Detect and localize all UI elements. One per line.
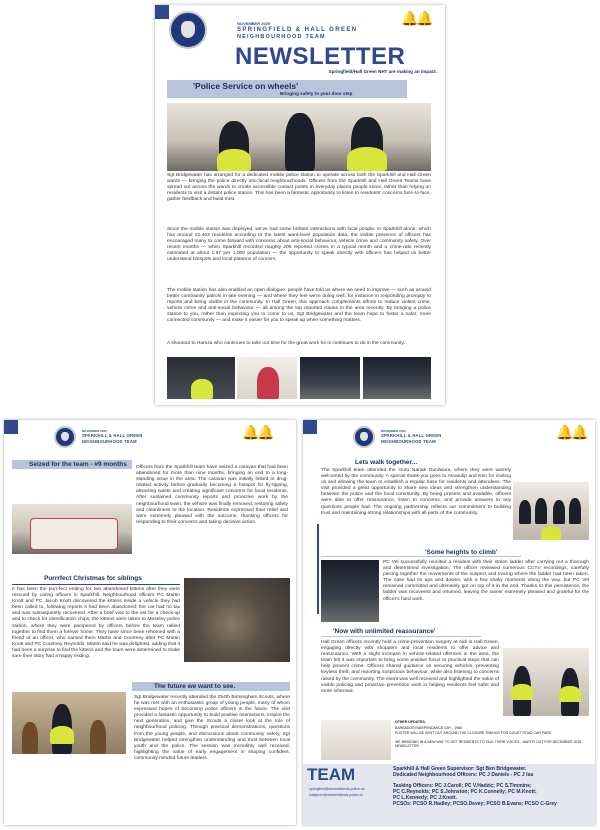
issue-month: NOVEMBER 2025	[237, 21, 271, 26]
newsletter-page-2	[4, 420, 296, 825]
aldi-surgery-photo	[503, 648, 589, 716]
gallery-photo-1	[167, 357, 235, 399]
team-email: hallgreen@westmidlands.police.uk	[309, 793, 363, 797]
christmas-bells-icon	[556, 424, 587, 441]
article-paragraph-4: A shoutout to Hamza who continues to take out time for the great work he is continues to do in the community.	[167, 341, 405, 346]
article-paragraph-1: Sgt Bridgewater has arranged for a dedicated mobile police station to operate across both the Sparkhill and Hall Green wards — bringing the police directly into local neighbourhoods. Officers from the Sparkhill and Hall Green Teams have spread out across the wards to create accessible contact points in everyday places people know, rather than relying on residents to visit a distant police station. This has been a fantastic opportunity to listen to residents' concerns face-to-face, gather feedback and build trust.	[167, 173, 431, 203]
section-divider	[321, 636, 481, 637]
mobile-station-photo	[167, 103, 431, 171]
corner-accent	[155, 5, 169, 19]
section-title-seized: Seized for the team - #9 months	[29, 461, 127, 468]
section-text-reassurance: Hall Green officers recently held a crime-prevention surgery at Aldi in Hall Green, engaging directly with shoppers and local residents to offer advice and reassurance. With a slight increase in vehicle-related offences in the area, the team felt it was important to bring some positive focus to practical steps that can help prevent crime. Officers shared guidance on securing vehicles, preventing keyless theft, and reporting suspicious behaviour, while also listening to concerns raised by the community. The event was well received and highlighted the value of visible policing and proactive prevention work in helping residents feel safer and more informed.	[321, 640, 499, 694]
other-update-item: WE BRINGING IN A NEW WAY TO GET RESIDENTS TO TALK THEIR VOICES - WATCH OUT FOR DECEMBER 2025 NEWSLETTER	[395, 740, 582, 749]
team-word: TEAM	[307, 765, 356, 784]
newsletter-page-3	[303, 420, 595, 825]
event-poster-thumbnail	[321, 720, 391, 760]
section-sidebar-accent	[317, 524, 319, 614]
team-name-line2: NEIGHBOURHOOD TEAM	[381, 439, 436, 444]
section-text-seized: Officers from the Sparkhill team have seized a caravan that had been abandoned for more than nine months, bringing an end to a long-standing issue in the area. The caravan was initially linked to drug-related activity before gradually becoming a hotspot for fly-tipping, attracting waste and creating significant concerns for local residents. After sustained community reports and proactive work by the neighbourhood team, the vehicle was finally removed, restoring safety and cleanliness to the location. Residents expressed their relief and were extremely pleased with the outcome, thanking officers for responding to their concerns and taking decisive action.	[136, 465, 288, 525]
team-footer	[303, 764, 595, 825]
gallery-photo-4	[363, 357, 431, 399]
police-crest-icon	[54, 426, 76, 448]
section-divider	[12, 584, 180, 585]
section-title-scouts: The future we want to see.	[154, 683, 236, 690]
ladder-photo	[321, 560, 379, 622]
issue-month: NOVEMBER 2025	[381, 429, 406, 433]
other-update-item: BARBADOS INDEPENDANCE DAY - 1966	[395, 726, 462, 730]
roster-line: PC C.Reynolds; PC S.Johnston; PC K.Connelly; PC M.Knott;	[393, 789, 537, 795]
police-crest-icon	[169, 11, 207, 49]
section-title-walk: Lets walk together...	[355, 459, 418, 466]
roster-line: Sparkhill & Hall Green Supervisor: Sgt Ben Bridgewater.	[393, 766, 527, 772]
team-name-line1: SPARKHILL & HALL GREEN	[381, 433, 442, 438]
newsletter-title: NEWSLETTER	[235, 43, 406, 70]
other-update-item: POSTER WILL BE SENT OUT AROUND THE CLOSURE TIMINGS FOR COURT ROAD CAR PARK	[395, 731, 552, 735]
section-text-scouts: Sgt Bridgewater recently attended the 254th Birmingham Scouts, where he was met with an enthusiastic group of young people, many of whom expressed hopes of becoming police officers in the future. The visit provided a fantastic opportunity to build positive interactions, inspire the next generation, and give the Scouts a closer look at the role of neighbourhood policing. Through practical demonstrations, questions from the young people, and discussions about community safety, Sgt Bridgewater helped strengthen understanding and trust between local youth and the police. The session was incredibly well received, highlighting the value of early engagement in shaping confident, community-minded future leaders.	[134, 695, 290, 761]
article-subtitle: Bringing safety to your door step	[280, 91, 353, 96]
newsletter-tagline: Springfield/Hall Green NHT are making an impact.	[328, 69, 437, 74]
kittens-photo	[184, 578, 290, 662]
team-name-line1: SPRINGFIELD & HALL GREEN	[237, 27, 358, 33]
section-title-kittens: Purrrfect Christmas for siblings	[44, 575, 142, 582]
section-divider	[321, 556, 521, 557]
section-text-ladder: PC Vel successfully reunited a resident with their stolen ladder after carrying out a thorough and determined investigation. The officer reviewed numerous CCTV recordings, carefully piecing together the movements of the suspect and tracing where the ladder had been taken. The case had its ups and downs, with a few shaky moments along the way, but PC Vel remained committed and ultimately got on top of it in the end. Thanks to this persistence, the ladder was recovered and returned, leaving the owner extremely pleased and grateful for the officer's hard work.	[383, 560, 589, 602]
section-text-walk: The Sparkhill team attended the Guru Nanak Gurdwara, where they were warmly welcomed by the community. A special thank-you goes to Amandip and Ken for inviting us and allowing the team to establish a regular base for residents and attendees. The visit provided a great opportunity to share new ideas and strengthen understanding between the police and the local community. By being present and available, officers were able to offer reassurance, listen to concerns, and provide answers to any questions people had. The ongoing partnership reflects our commitment to building trust and maintaining strong relationships with all parts of the community.	[321, 468, 511, 516]
roster-line: Dedicated Neighbourhood Officers: PC J Daniels - PC J Isa	[393, 772, 534, 778]
caravan-photo	[12, 504, 132, 554]
other-updates	[395, 720, 589, 760]
team-name-line2: NEIGHBOURHOOD TEAM	[237, 34, 326, 40]
christmas-bells-icon	[401, 10, 432, 27]
gallery-photo-3	[300, 357, 360, 399]
police-crest-icon	[353, 426, 375, 448]
section-text-kittens: It has been the purr-fect ending for two abandoned kittens after they were rescued by caring officers in Sparkhill. Neighbourhood officers PC Martin Knott and PC Jacob Knott discovered the kittens inside a vehicle they had been called to, following reports it had been abandoned; the car had no tax and was subsequently recovered. After a brief visit to the vet for a check-up and to check for identification chips, the kittens were taken to Moseley police station, where they were pampered by officers before the team rallied together to find them a forever home. They have since been rehomed with a friend of an officer, who named them Martin and Courtney after PC Martin Knott and PC Courtney Reynolds. Martin said he was delighted, adding that it had been a surprise to find the kittens and the team were determined to make sure their story had a happy ending.	[12, 587, 181, 660]
gurdwara-photo	[513, 482, 589, 540]
section-title-ladder: 'Some heights to climb'	[425, 549, 498, 556]
roster-line: PCSOs: PCSO R.Hadley; PCSO.Devey; PCSO B.Evans; PCSO C-Grey	[393, 801, 557, 807]
article-paragraph-3: The mobile station has also enabled an open dialogue: people have told us where we need to improve — such as around better community patrols in late evening — and where they feel we're doing well, for instance in responding promptly to reports and being visible in the community. In Hall Green, this approach complements efforts to reduce violent crime, vehicle crime and anti-social behaviour — all among the top reported issues in the area recently. By bringing a police station to you, rather than expecting you to come to us, Sgt Bridgewater and the team hope to foster a safer, more connected community — and make it easier for you to speak up when something matters.	[167, 288, 431, 324]
corner-accent	[4, 420, 18, 434]
team-name-line1: SPARKHILL & HALL GREEN	[82, 433, 143, 438]
roster-line: Tasking Officers: PC J.Caroll; PC V.Hadzic; PC S.Timmins;	[393, 783, 532, 789]
newsletter-page-1	[155, 5, 445, 405]
team-email: springfield@westmidlands.police.uk	[309, 787, 365, 791]
christmas-bells-icon	[242, 424, 273, 441]
gallery-photo-2	[237, 357, 297, 399]
article-title: 'Police Service on wheels'	[193, 81, 299, 91]
section-title-reassurance: 'Now with unlimited reassurance'	[333, 628, 436, 635]
other-updates-title: OTHER UPDATES:	[395, 720, 426, 724]
issue-month: NOVEMBER 2025	[82, 429, 107, 433]
roster-line: PC L.Kennedy; PC J.Knott.	[393, 795, 457, 801]
corner-accent	[303, 420, 317, 434]
team-name-line2: NEIGHBOURHOOD TEAM	[82, 439, 137, 444]
article-paragraph-2: Since the mobile station was deployed, we've had some brilliant interactions with local people. In Sparkhill alone, which has around 21,463 residents according to the latest ward-level population data, the visible presence of officers has encouraged many to come forward with concerns about anti-social behaviour, vehicle crime and community safety. Over recent months — when Sparkhill recorded roughly 209 reported crimes in a typical month and a crime-rate recently estimated at about 1.97 per 1,000 population — the opportunity to speak directly with officers has helped us better understand hotspots and local patterns of concern.	[167, 227, 431, 263]
scouts-photo	[12, 692, 126, 754]
